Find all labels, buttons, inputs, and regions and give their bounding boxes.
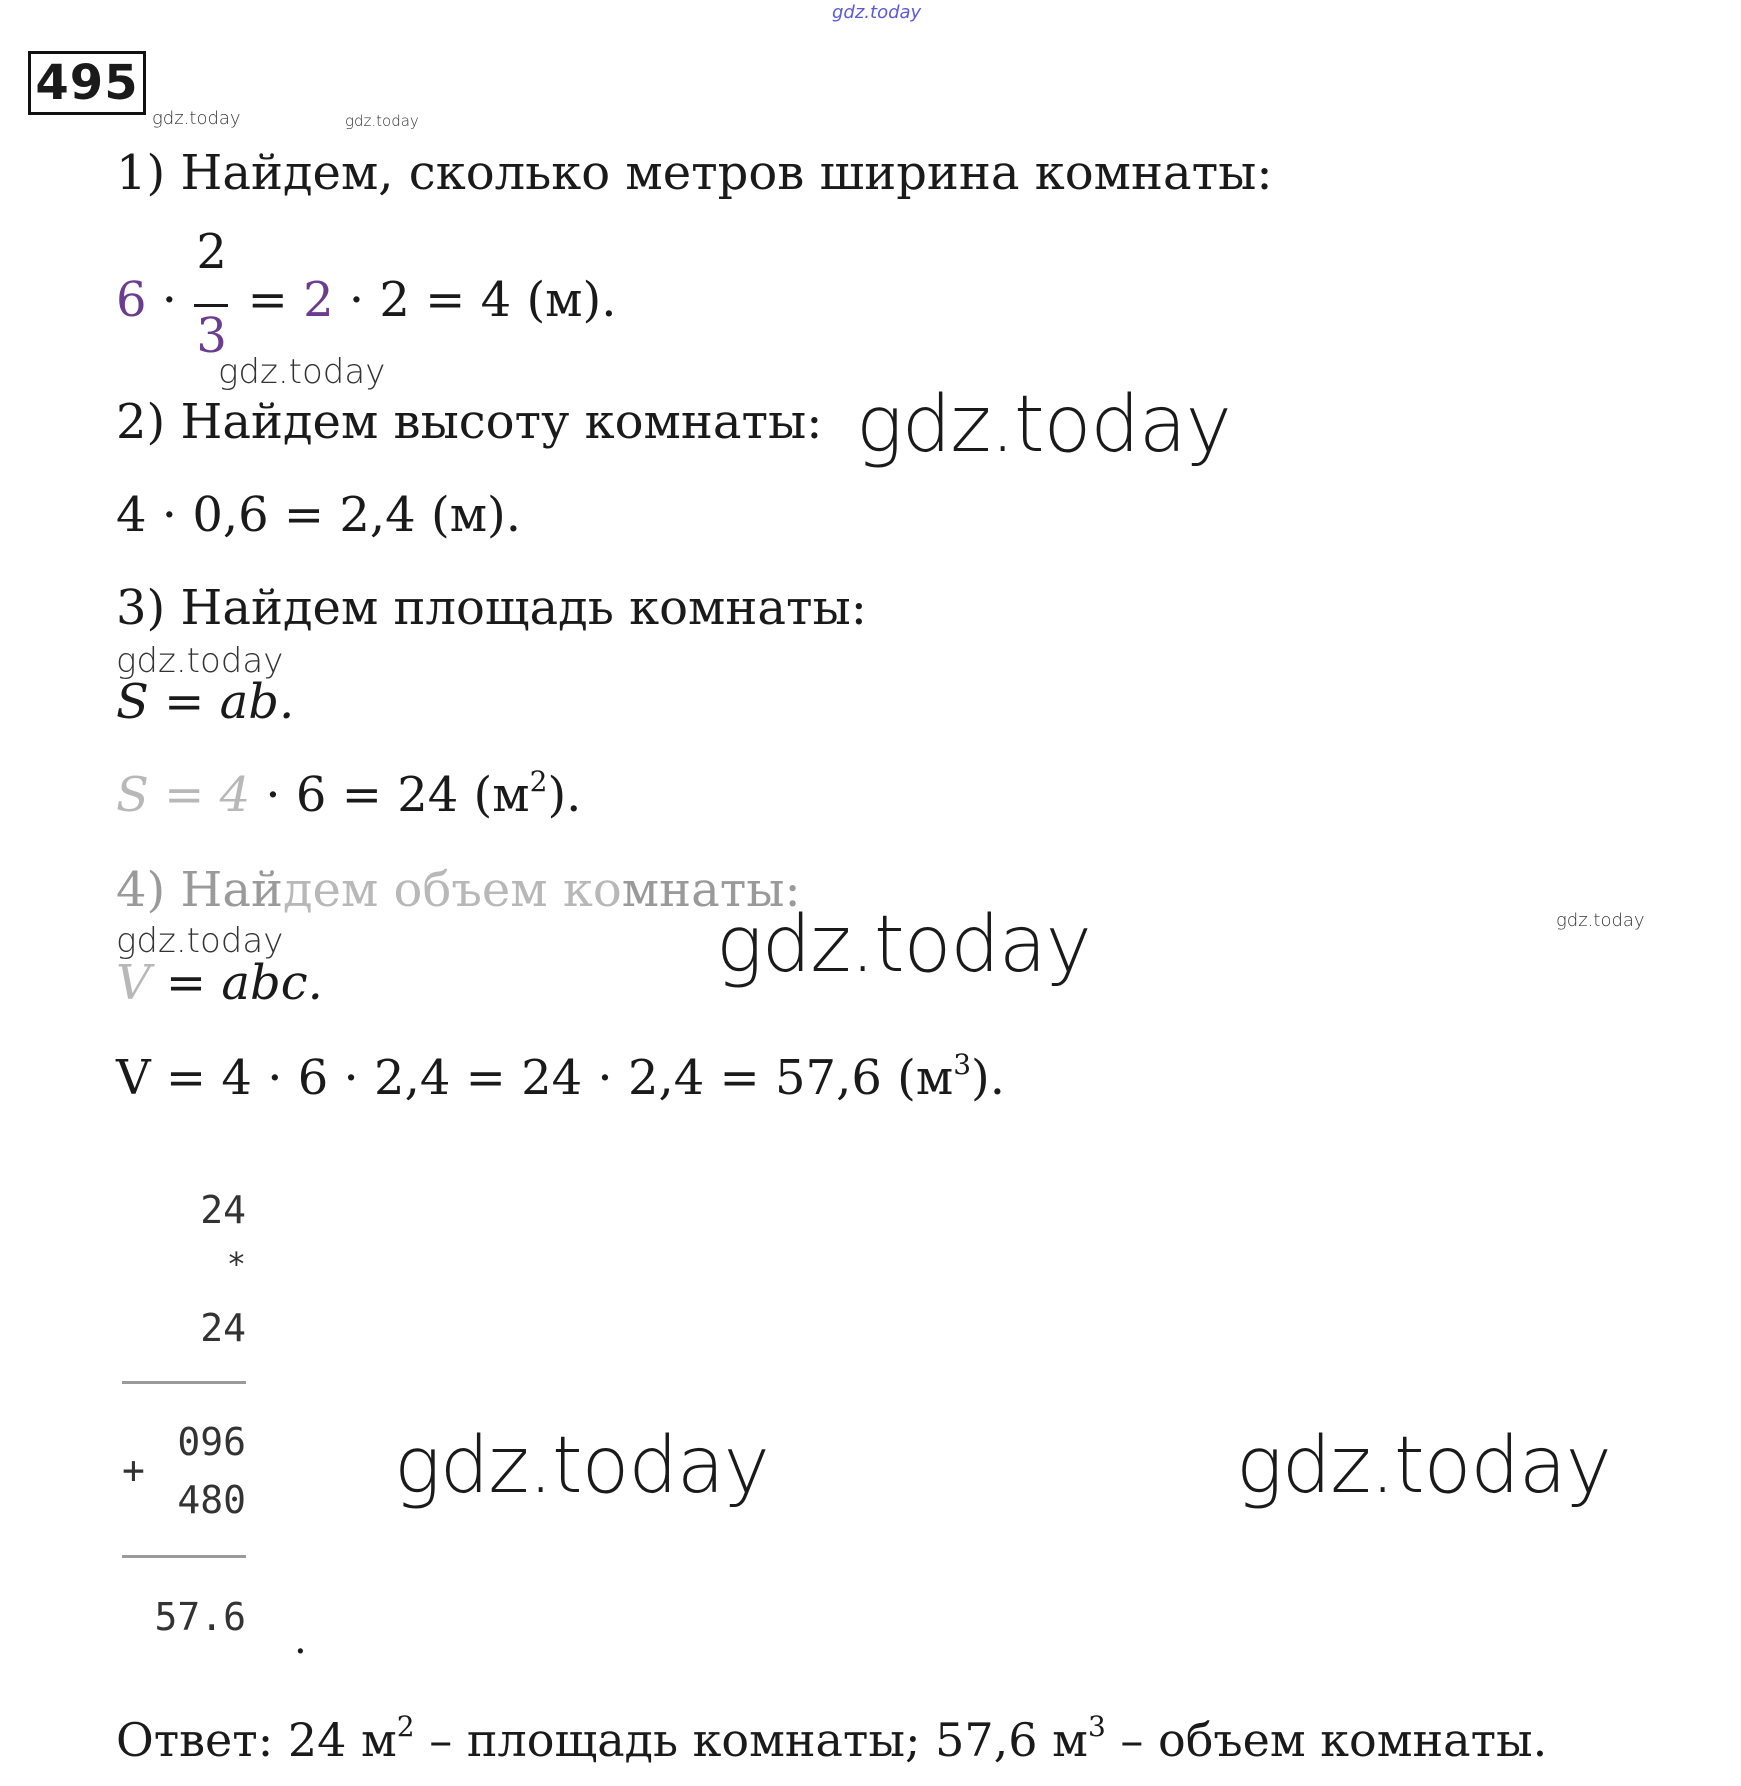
step3-equation	[116, 767, 581, 823]
watermark-big-4: gdz.today	[1236, 1421, 1611, 1511]
step4-heading	[116, 862, 801, 918]
step3-formula: S = ab.	[116, 674, 295, 730]
step4-formula-rest: = abc.	[150, 955, 323, 1011]
column-partial-1: 096	[177, 1420, 246, 1464]
column-rule-2	[122, 1555, 246, 1558]
answer-pow1: 2	[396, 1710, 415, 1743]
column-dot: .	[294, 1617, 307, 1663]
step1-equation	[116, 224, 617, 364]
watermark-medium-1: gdz.today	[218, 352, 386, 392]
step4-eq-power: 3	[953, 1048, 972, 1081]
watermark-top: gdz.today	[832, 2, 922, 23]
step1-eq-dot: ·	[146, 272, 193, 328]
step3-eq-end: ).	[547, 767, 582, 823]
task-number-box: 495	[28, 51, 146, 115]
step1-eq-tail: · 2 = 4 (м).	[333, 272, 617, 328]
watermark-medium-3: gdz.today	[116, 921, 284, 961]
watermark-big-2: gdz.today	[716, 900, 1091, 990]
column-operator: *	[226, 1245, 246, 1283]
step3-eq-faded: S = 4	[116, 767, 251, 823]
answer-suffix: – объем комнаты.	[1105, 1713, 1548, 1767]
step2-heading: 2) Найдем высоту комнаты:	[116, 394, 823, 450]
column-partial-2: 480	[177, 1478, 246, 1522]
watermark-big-3: gdz.today	[394, 1421, 769, 1511]
watermark-medium-2: gdz.today	[116, 641, 284, 681]
step1-eq-a: 6	[116, 272, 147, 328]
step2-equation: 4 · 0,6 = 2,4 (м).	[116, 487, 522, 543]
step1-eq-b: 2	[303, 272, 334, 328]
step4-formula-faded: V	[116, 955, 151, 1011]
watermark-small-3: gdz.today	[1556, 910, 1645, 931]
answer-prefix: Ответ: 24 м	[116, 1713, 397, 1767]
step1-fraction	[192, 224, 232, 364]
column-top: 24	[200, 1188, 246, 1232]
watermark-big-1: gdz.today	[856, 380, 1231, 470]
step1-heading: 1) Найдем, сколько метров ширина комнаты:	[116, 145, 1273, 201]
answer-line	[116, 1712, 1547, 1768]
column-result: 57.6	[154, 1595, 246, 1639]
step4-equation	[116, 1050, 1005, 1106]
step1-eq-mid: =	[232, 272, 304, 328]
step4-eq-main: V = 4 · 6 · 2,4 = 24 · 2,4 = 57,6 (м	[116, 1050, 954, 1106]
step4-heading-c: мнаты:	[621, 862, 801, 918]
step4-heading-b: дем объем ко	[283, 862, 622, 918]
step4-heading-a: 4) Най	[116, 862, 283, 918]
column-plus: +	[122, 1448, 145, 1492]
fraction-denominator: 3	[196, 308, 227, 364]
step3-heading: 3) Найдем площадь комнаты:	[116, 580, 867, 636]
step3-eq-power: 2	[529, 765, 548, 798]
step4-eq-end: ).	[971, 1050, 1006, 1106]
watermark-small-2: gdz.today	[345, 112, 419, 130]
fraction-numerator: 2	[196, 224, 227, 280]
column-rule-1	[122, 1381, 246, 1384]
fraction-bar	[194, 304, 228, 307]
step4-formula	[116, 955, 323, 1011]
column-second: 24	[200, 1306, 246, 1350]
step3-eq-rest: · 6 = 24 (м	[250, 767, 530, 823]
watermark-small-1: gdz.today	[152, 108, 241, 129]
answer-mid: – площадь комнаты; 57,6 м	[414, 1713, 1088, 1767]
answer-pow2: 3	[1087, 1710, 1106, 1743]
